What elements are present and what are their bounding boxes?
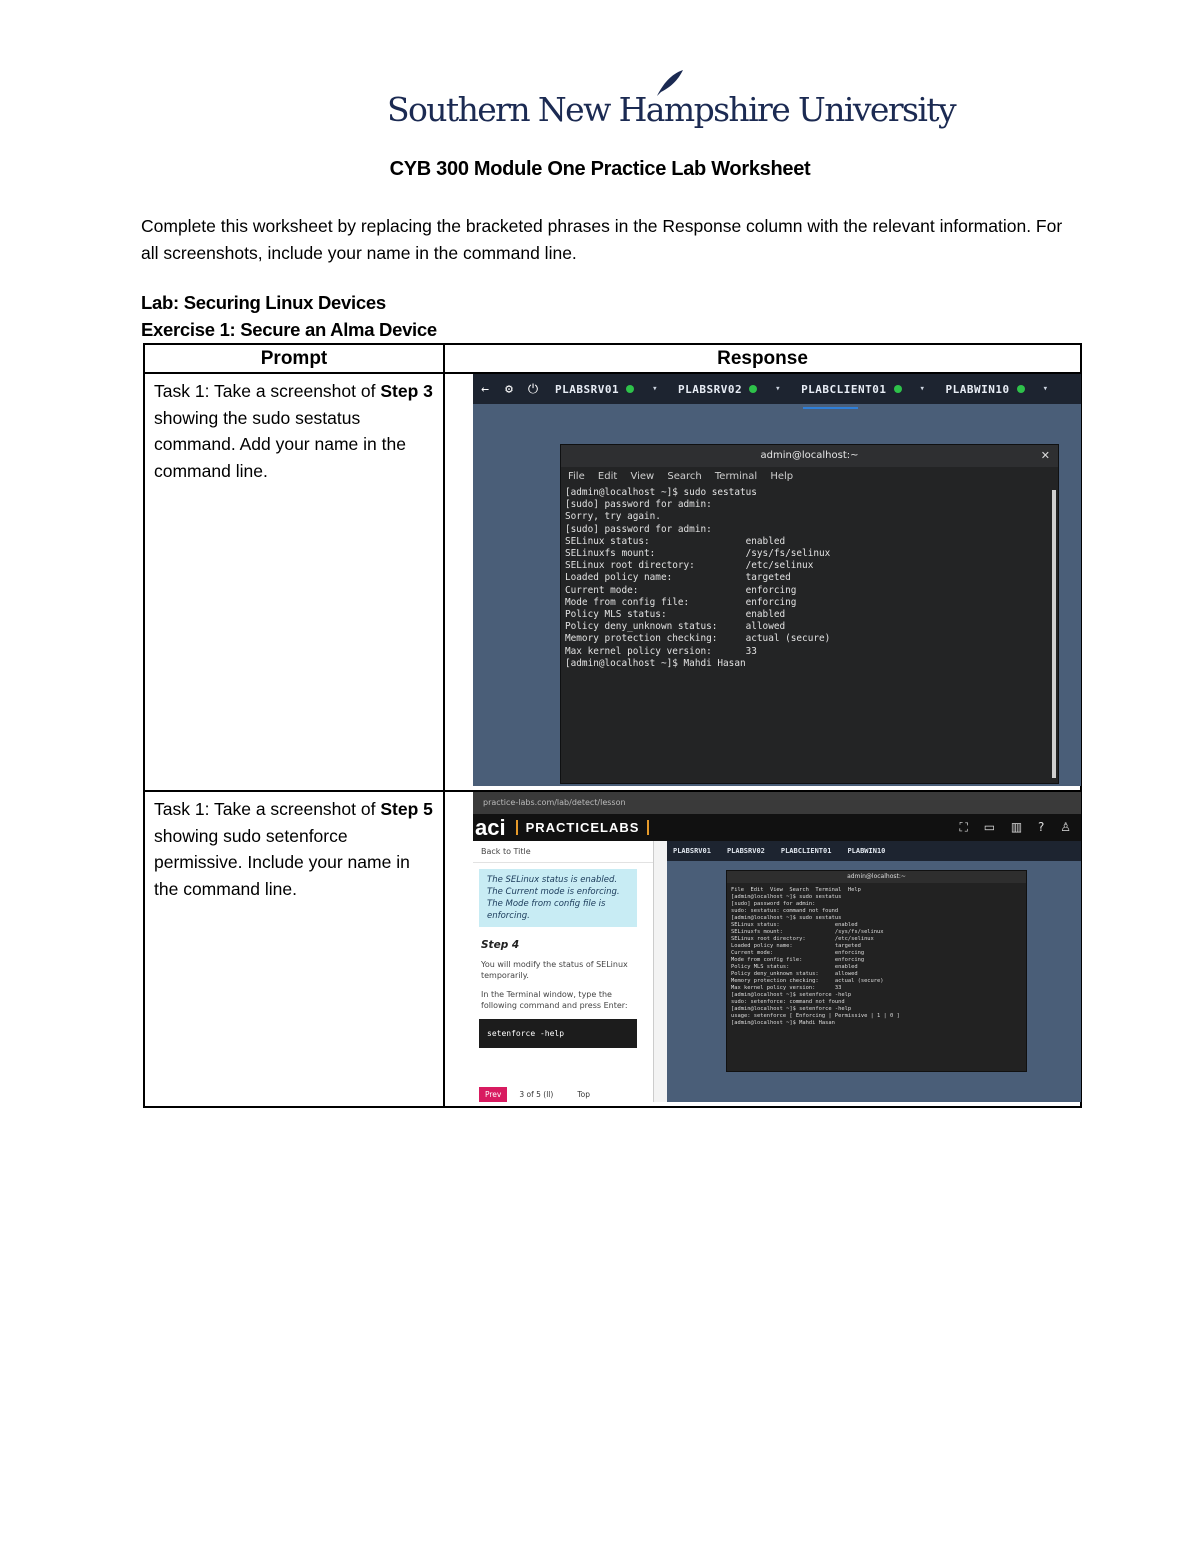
vm-tab <box>791 374 935 404</box>
prev-button: Prev <box>479 1087 507 1102</box>
terminal-line: [admin@localhost ~]$ sudo sestatus <box>731 894 842 900</box>
vm-tabbar <box>667 841 1081 861</box>
prompt-step: Step 5 <box>380 799 433 819</box>
terminal-line: SELinux root directory: /etc/selinux <box>731 936 874 942</box>
terminal-window <box>560 444 1059 784</box>
terminal-line: Policy MLS status: enabled <box>731 964 858 970</box>
page-count: 3 of 5 (ll) <box>519 1090 554 1099</box>
terminal-line: Sorry, try again. <box>565 511 661 523</box>
prompt-step: Step 3 <box>380 381 433 401</box>
info-line: The SELinux status is enabled. <box>487 875 618 885</box>
active-tab-indicator <box>803 407 858 409</box>
terminal-line: File Edit View Search Terminal Help <box>731 887 861 893</box>
terminal-line: SELinux root directory: /etc/selinux <box>565 560 814 572</box>
terminal-output <box>727 883 1026 1031</box>
terminal-menu: File Edit View Search Terminal Help <box>568 471 794 482</box>
terminal-line: [sudo] password for admin: <box>565 499 712 511</box>
vm-tab-label: PLABSRV01 <box>555 382 620 396</box>
vm-tab <box>545 374 668 404</box>
terminal-line: Memory protection checking: actual (secure) <box>565 633 831 645</box>
vm-tab-label: PLABSRV02 <box>678 382 743 396</box>
intro-paragraph: Complete this worksheet by replacing the bracketed phrases in the Response column with the relevant information. For all screenshots, include your name in the command line. <box>141 216 1063 263</box>
top-link: Top <box>577 1090 590 1099</box>
vm-tabbar <box>473 374 1081 404</box>
terminal-line: [sudo] password for admin: <box>565 523 712 535</box>
prompt-cell <box>144 791 444 1107</box>
chevron-down-icon: ▾ <box>775 384 782 394</box>
terminal-line: Current mode: enforcing <box>731 950 865 956</box>
terminal-line: SELinuxfs mount: /sys/fs/selinux <box>565 548 831 560</box>
prompt-suffix: showing the sudo sestatus command. Add your name in the command line. <box>154 407 406 481</box>
vm-tab-label: PLABSRV01 <box>673 847 711 855</box>
pager <box>479 1087 590 1102</box>
chevron-down-icon: ▾ <box>652 384 659 394</box>
info-line: The Current mode is enforcing. <box>487 887 620 897</box>
lab-instructions-panel <box>473 841 654 1102</box>
terminal-line: [admin@localhost ~]$ sudo sestatus <box>565 487 757 498</box>
status-dot-icon <box>749 385 757 393</box>
terminal-title <box>561 445 1058 467</box>
vm-display <box>667 841 1081 1102</box>
step-heading: Step 4 <box>481 939 520 951</box>
power-icon: ⏻ <box>527 381 539 397</box>
screenshot-sestatus <box>473 374 1081 786</box>
terminal-output <box>561 487 1058 670</box>
terminal-line: Memory protection checking: actual (secure) <box>731 978 884 984</box>
exercise-title: Exercise 1: Secure an Alma Device <box>141 319 437 340</box>
terminal-line: Policy MLS status: enabled <box>565 609 786 621</box>
practicelabs-logo: PRACTICELABS <box>516 820 650 835</box>
screenshot-setenforce <box>473 792 1081 1102</box>
lab-title: Lab: Securing Linux Devices <box>141 292 386 313</box>
prompt-cell <box>144 373 444 791</box>
terminal-line: Loaded policy name: targeted <box>731 943 861 949</box>
vm-tab-label: PLABCLIENT01 <box>780 847 832 855</box>
terminal-line: sudo: setenforce: command not found <box>731 999 845 1005</box>
header-icons: ⛶ ▭ ▥ ? ♙ <box>959 820 1077 834</box>
terminal-line: SELinux status: enabled <box>565 535 786 547</box>
terminal-title-text: admin@localhost:~ <box>760 450 859 461</box>
terminal-line: Mode from config file: enforcing <box>731 957 865 963</box>
prompt-prefix: Task 1: Take a screenshot of <box>154 799 381 819</box>
terminal-line: [admin@localhost ~]$ Mahdi Hasan <box>565 657 746 669</box>
terminal-title: admin@localhost:~ <box>727 871 1026 883</box>
terminal-line: SELinux status: enabled <box>731 922 858 928</box>
back-to-title-link: Back to Title <box>473 841 653 863</box>
terminal-line: SELinuxfs mount: /sys/fs/selinux <box>731 929 884 935</box>
terminal-line: Policy deny_unknown status: allowed <box>731 971 858 977</box>
terminal-line: [admin@localhost ~]$ setenforce -help <box>731 1006 852 1012</box>
terminal-window <box>726 870 1027 1072</box>
status-dot-icon <box>626 385 634 393</box>
terminal-line: Loaded policy name: targeted <box>565 572 791 584</box>
terminal-line: Max kernel policy version: 33 <box>565 645 757 657</box>
vm-tab <box>668 374 791 404</box>
university-logo <box>387 68 955 138</box>
info-line: The Mode from config file is enforcing. <box>487 899 606 921</box>
vm-tab-label: PLABWIN10 <box>945 382 1010 396</box>
terminal-line: [admin@localhost ~]$ Mahdi Hasan <box>731 1020 835 1026</box>
response-header: Response <box>444 344 1081 373</box>
prompt-suffix: showing sudo setenforce permissive. Include your name in the command line. <box>154 825 410 899</box>
info-box <box>479 869 637 927</box>
response-cell <box>444 791 1081 1107</box>
scrollbar <box>1052 490 1056 778</box>
status-dot-icon <box>1017 385 1025 393</box>
back-arrow-icon: ← <box>481 381 489 397</box>
terminal-line: [admin@localhost ~]$ setenforce -help <box>731 992 852 998</box>
vm-tab-label: PLABWIN10 <box>847 847 886 855</box>
page-title: CYB 300 Module One Practice Lab Worksheet <box>389 158 811 180</box>
browser-url-bar: practice-labs.com/lab/detect/lesson <box>473 792 1081 814</box>
practicelabs-header <box>473 814 1081 841</box>
close-icon: ✕ <box>1040 449 1050 462</box>
terminal-line: [sudo] password for admin: <box>731 901 816 907</box>
terminal-line: Mode from config file: enforcing <box>565 596 797 608</box>
vm-tab-label: PLABSRV02 <box>726 847 765 855</box>
terminal-line: sudo: sestatus: command not found <box>731 908 839 914</box>
vm-tab <box>935 374 1058 404</box>
prompt-prefix: Task 1: Take a screenshot of <box>154 381 381 401</box>
step-text: You will modify the status of SELinux temporarily. <box>481 960 628 980</box>
aci-logo: aci <box>475 814 506 840</box>
terminal-line: Policy deny_unknown status: allowed <box>565 621 786 633</box>
command-block: setenforce -help <box>479 1019 637 1048</box>
chevron-down-icon: ▾ <box>919 384 926 394</box>
terminal-line: Current mode: enforcing <box>565 584 797 596</box>
response-cell <box>444 373 1081 791</box>
step-text: In the Terminal window, type the following command and press Enter: <box>481 990 628 1010</box>
worksheet-table <box>143 343 1082 1108</box>
prompt-header: Prompt <box>144 344 444 373</box>
logo-text: Southern New Hampshire University <box>387 90 955 129</box>
terminal-line: usage: setenforce [ Enforcing | Permissive | 1 | 0 ] <box>731 1013 900 1019</box>
status-dot-icon <box>894 385 902 393</box>
settings-icon: ⚙ <box>505 381 513 397</box>
chevron-down-icon: ▾ <box>1042 384 1049 394</box>
vm-tab-label: PLABCLIENT01 <box>801 382 887 396</box>
terminal-line: Max kernel policy version: 33 <box>731 985 842 991</box>
terminal-line: [admin@localhost ~]$ sudo sestatus <box>731 915 842 921</box>
